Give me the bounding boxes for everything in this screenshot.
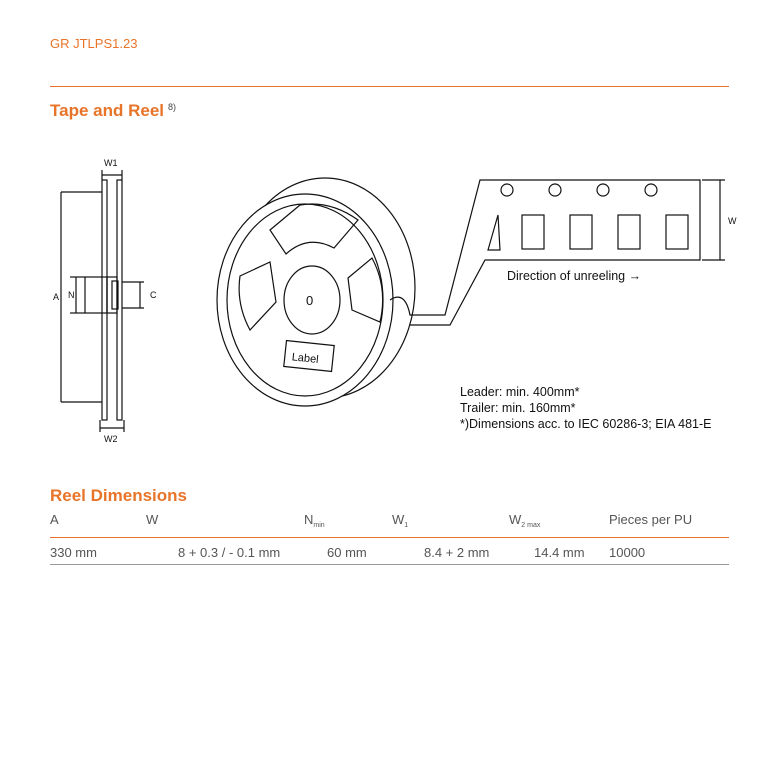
dim-label-c: C bbox=[150, 290, 157, 300]
cell-pieces: 10000 bbox=[609, 545, 646, 560]
col-header-w2-base: W bbox=[509, 512, 522, 527]
reel-dimensions-heading: Reel Dimensions bbox=[50, 486, 187, 505]
cell-w: 8 + 0.3 / - 0.1 mm bbox=[178, 545, 281, 560]
dim-label-w1: W1 bbox=[104, 158, 118, 168]
note-leader: Leader: min. 400mm* bbox=[460, 385, 580, 399]
reel-label-text: Label bbox=[291, 351, 320, 366]
col-header-n-sub: min bbox=[313, 522, 325, 529]
cell-n: 60 mm bbox=[327, 545, 367, 560]
reel-front-view bbox=[217, 178, 725, 406]
col-header-n-base: N bbox=[304, 512, 314, 527]
col-header-pieces: Pieces per PU bbox=[609, 512, 693, 527]
cell-w2: 14.4 mm bbox=[534, 545, 585, 560]
note-trailer: Trailer: min. 160mm* bbox=[460, 401, 576, 415]
note-footnote: *)Dimensions acc. to IEC 60286-3; EIA 481-E bbox=[460, 417, 712, 431]
reel-side-view bbox=[61, 170, 144, 432]
dim-label-n: N bbox=[68, 290, 75, 300]
tape-reel-title: Tape and Reel bbox=[50, 101, 164, 120]
col-header-a: A bbox=[50, 512, 59, 527]
col-header-n bbox=[304, 512, 325, 529]
col-header-w2 bbox=[509, 512, 540, 529]
col-header-w1 bbox=[392, 512, 408, 529]
col-header-w1-sub: 1 bbox=[404, 522, 409, 529]
header-rule bbox=[50, 86, 729, 87]
table-bottom-rule bbox=[50, 564, 729, 565]
doc-code: GR JTLPS1.23 bbox=[50, 36, 138, 51]
dim-label-w: W bbox=[728, 216, 737, 226]
reel-hub-label: 0 bbox=[306, 293, 314, 308]
cell-w1: 8.4 + 2 mm bbox=[424, 545, 490, 560]
dim-label-a: A bbox=[53, 292, 60, 302]
dim-label-w2: W2 bbox=[104, 434, 118, 444]
col-header-w1-base: W bbox=[392, 512, 405, 527]
cell-a: 330 mm bbox=[50, 545, 97, 560]
direction-of-unreeling: Direction of unreeling → bbox=[507, 269, 642, 283]
tape-reel-heading bbox=[50, 101, 176, 121]
tape-reel-footnote-ref: 8) bbox=[168, 102, 177, 112]
leader-trailer-notes bbox=[460, 384, 712, 432]
col-header-w2-sub: 2 max bbox=[521, 522, 541, 529]
col-header-w: W bbox=[146, 512, 159, 527]
table-header-rule bbox=[50, 537, 729, 538]
